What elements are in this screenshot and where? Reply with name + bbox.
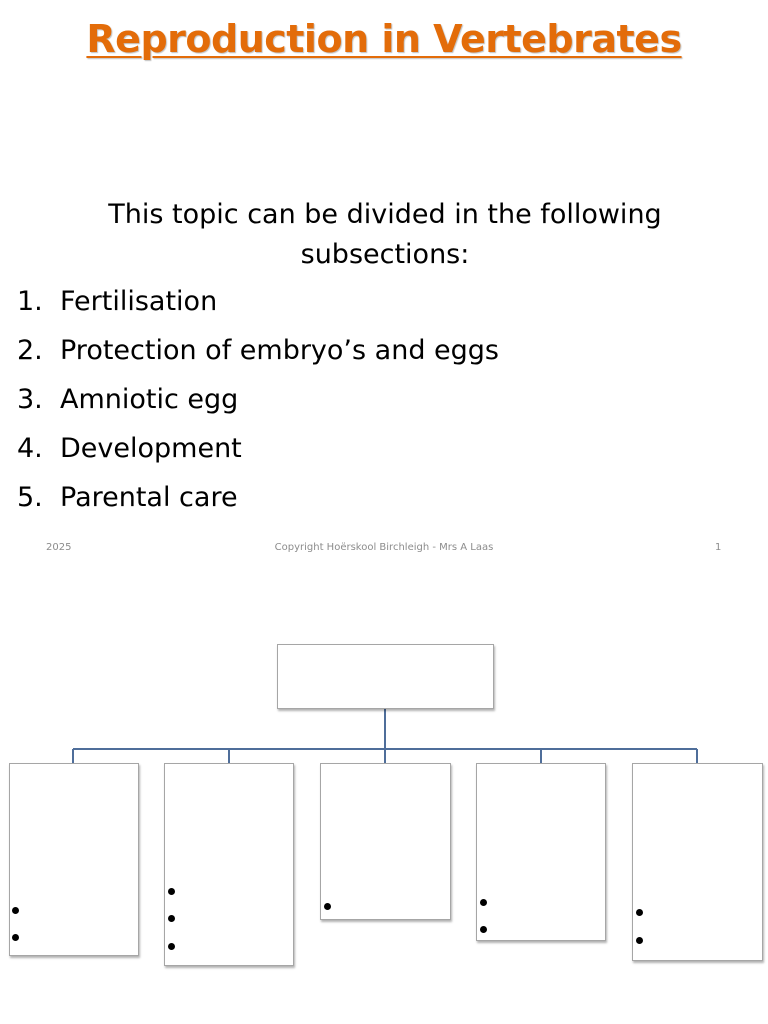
- list-item-number: 3.: [17, 384, 43, 415]
- list-item-number: 4.: [17, 433, 43, 464]
- bullet-point: [480, 899, 487, 906]
- bullet-point: [12, 907, 19, 914]
- bullet-point: [324, 903, 331, 910]
- list-item-label: Parental care: [60, 482, 238, 513]
- intro-text: This topic can be divided in the following subsections:: [108, 199, 662, 270]
- list-item-label: Fertilisation: [60, 286, 218, 317]
- list-item-label: Protection of embryo’s and eggs: [60, 335, 500, 366]
- subsection-box[interactable]: [320, 763, 451, 920]
- subsection-box[interactable]: [632, 763, 763, 961]
- list-item-number: 1.: [17, 286, 43, 317]
- bullet-point: [480, 926, 487, 933]
- bullet-point: [12, 934, 19, 941]
- bullet-point: [636, 909, 643, 916]
- bullet-point: [168, 888, 175, 895]
- bullet-point: [636, 937, 643, 944]
- list-item-number: 5.: [17, 482, 43, 513]
- list-item-label: Amniotic egg: [60, 384, 239, 415]
- footer-copyright: Copyright Hoërskool Birchleigh - Mrs A Laas: [274, 542, 494, 553]
- bullet-point: [168, 915, 175, 922]
- list-item-label: Development: [60, 433, 242, 464]
- subsection-box[interactable]: [9, 763, 139, 956]
- subsection-box[interactable]: [476, 763, 606, 941]
- root-box[interactable]: [277, 644, 494, 709]
- footer-page-number: 1: [715, 542, 722, 553]
- slide-title: Reproduction in Vertebrates: [86, 17, 682, 61]
- bullet-point: [168, 943, 175, 950]
- list-item-number: 2.: [17, 335, 43, 366]
- footer-date: 2025: [46, 542, 72, 553]
- subsection-box[interactable]: [164, 763, 294, 966]
